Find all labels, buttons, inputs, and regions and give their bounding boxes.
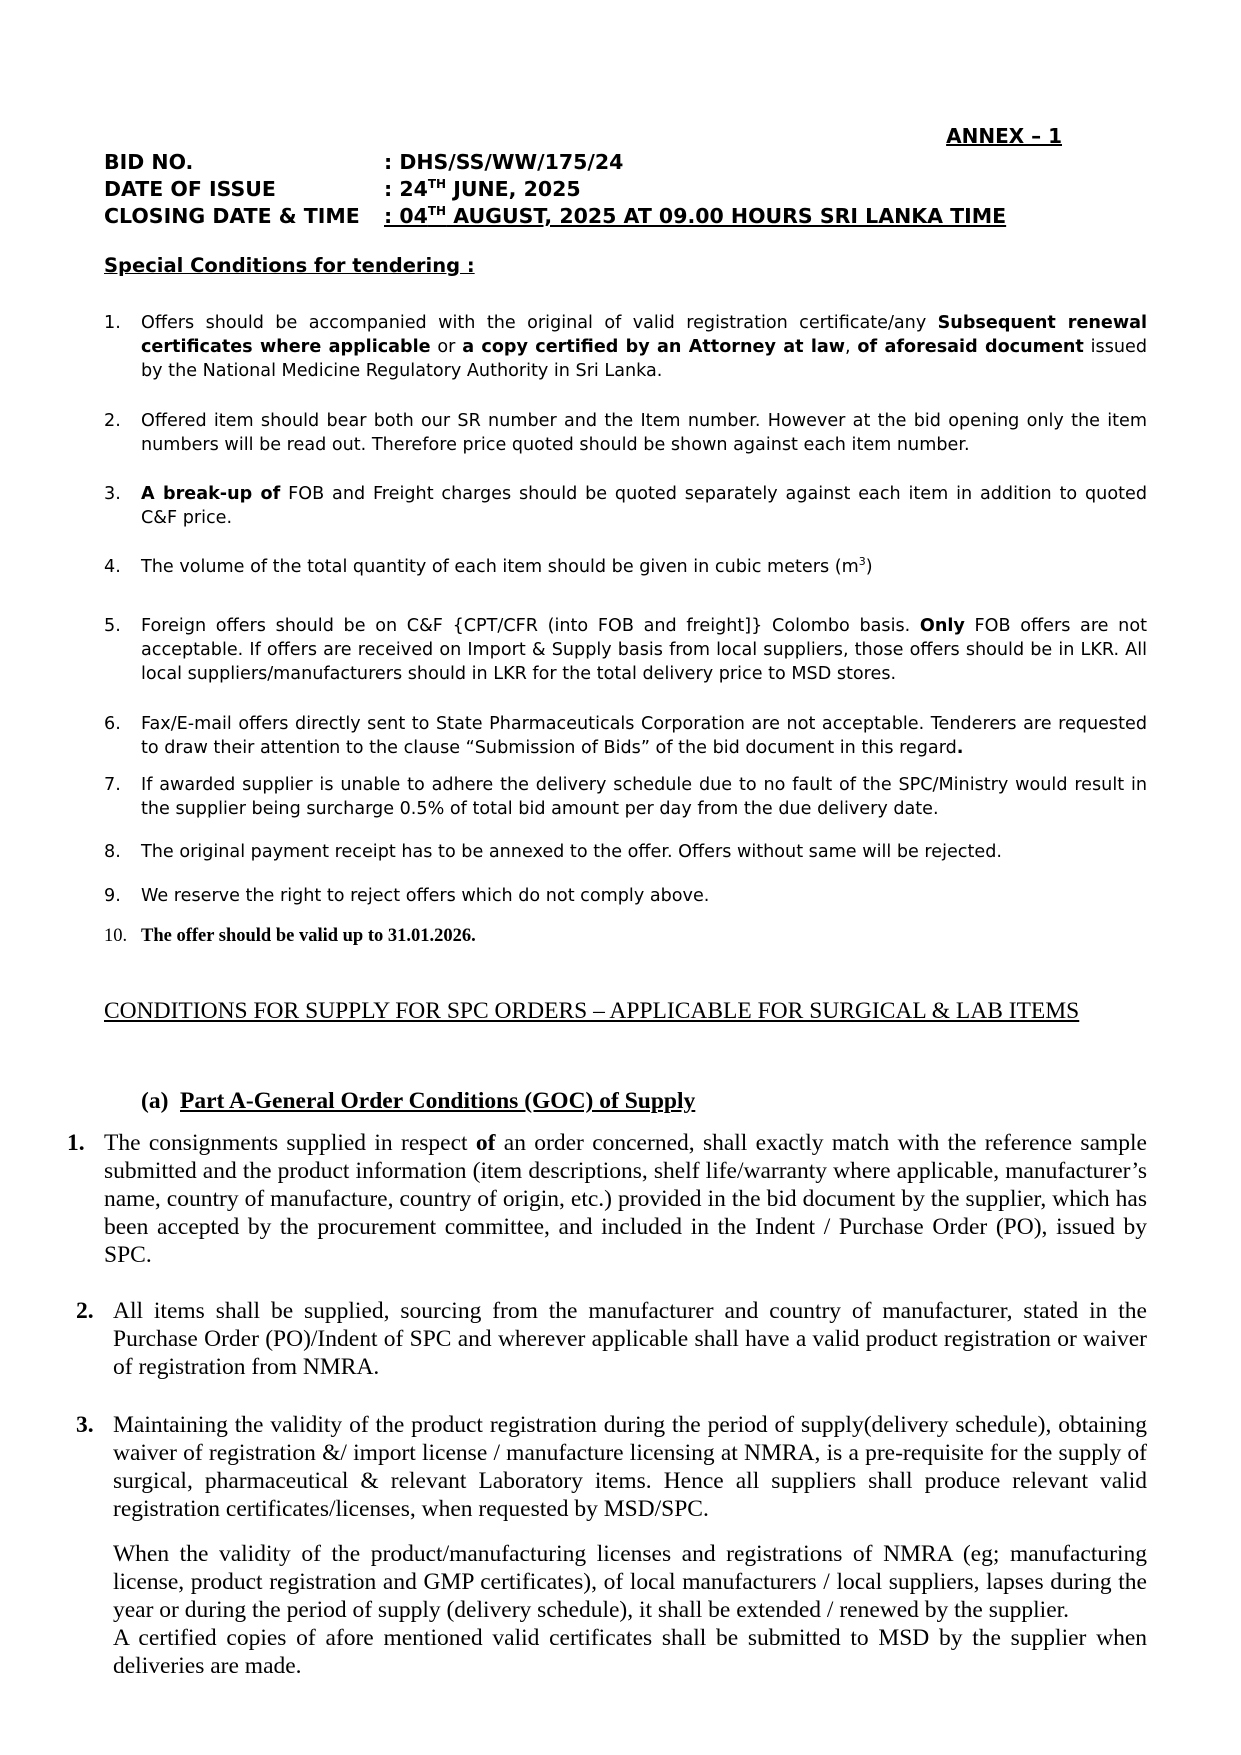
supply-conditions-title: CONDITIONS FOR SUPPLY FOR SPC ORDERS – APPLICABLE FOR SURGICAL & LAB ITEMS bbox=[104, 998, 1080, 1024]
supply-condition-item: 2. All items shall be supplied, sourcing from the manufacturer and country of manufacturer, stated in the Purchase Order (PO)/Indent of SPC and wherever applicable shall have a valid product registration or waiver of registration from NMRA. bbox=[76, 1298, 1147, 1380]
bid-no-value: : DHS/SS/WW/175/24 bbox=[384, 150, 624, 174]
date-of-issue-label: DATE OF ISSUE bbox=[104, 177, 276, 201]
special-conditions-title: Special Conditions for tendering : bbox=[104, 254, 475, 277]
date-of-issue-value: : 24TH JUNE, 2025 bbox=[384, 177, 581, 201]
special-condition-item: 6. Fax/E-mail offers directly sent to State Pharmaceuticals Corporation are not acceptable. Tenderers are requested to draw their attention to the clause “Submission of Bids” of the bid document in this regard. bbox=[104, 714, 1147, 758]
special-condition-item: 3. A break-up of FOB and Freight charges should be quoted separately against each item in addition to quoted C&F price. bbox=[104, 484, 1147, 528]
part-a-heading: (a) Part A-General Order Conditions (GOC) of Supply bbox=[141, 1088, 696, 1114]
special-condition-item: 10. The offer should be valid up to 31.01.2026. bbox=[104, 926, 476, 946]
closing-date-value: : 04TH AUGUST, 2025 AT 09.00 HOURS SRI LANKA TIME bbox=[384, 204, 1007, 228]
bid-no-row bbox=[104, 150, 623, 174]
special-condition-item: 9. We reserve the right to reject offers which do not comply above. bbox=[104, 886, 710, 906]
closing-date-label: CLOSING DATE & TIME bbox=[104, 204, 360, 228]
date-of-issue-row bbox=[104, 177, 581, 201]
special-condition-item: 7. If awarded supplier is unable to adhere the delivery schedule due to no fault of the SPC/Ministry would result in the supplier being surcharge 0.5% of total bid amount per day from the due delivery date. bbox=[104, 775, 1147, 819]
annex-label: ANNEX – 1 bbox=[946, 124, 1062, 148]
closing-date-row bbox=[104, 204, 1006, 228]
bid-no-label: BID NO. bbox=[104, 150, 194, 174]
supply-condition-paragraph: When the validity of the product/manufacturing licenses and registrations of NMRA (eg; manufacturing license, product registration and GMP certificates), of local manufacturers / local suppliers, lapses during the year or during the period of supply (delivery schedule), it shall be extended / renewed by the supplier. bbox=[113, 1541, 1147, 1623]
supply-condition-item: 3. Maintaining the validity of the product registration during the period of supply(delivery schedule), obtaining waiver of registration &/ import license / manufacture licensing at NMRA, is a pre-requisite for the supply of surgical, pharmaceutical & relevant Laboratory items. Hence all suppliers shall produce relevant valid registration certificates/licenses, when requested by MSD/SPC. When the validity of the product/manufacturing licenses and registrations of NMRA (eg; manufacturing license, product registration and GMP certificates), of local manufacturers / local suppliers, lapses during the year or during the period of supply (delivery schedule), it shall be extended / renewed by the supplier. A certified copies of afore mentioned valid certificates shall be submitted to MSD by the supplier when deliveries are made. bbox=[76, 1412, 1147, 1679]
special-condition-item: 8. The original payment receipt has to be annexed to the offer. Offers without same will be rejected. bbox=[104, 842, 1002, 862]
supply-condition-item: 1. The consignments supplied in respect of an order concerned, shall exactly match with the reference sample submitted and the product information (item descriptions, shelf life/warranty where applicable, manufacturer’s name, country of manufacture, country of origin, etc.) provided in the bid document by the supplier, which has been accepted by the procurement committee, and included in the Indent / Purchase Order (PO), issued by SPC. bbox=[67, 1130, 1147, 1268]
supply-condition-paragraph: A certified copies of afore mentioned valid certificates shall be submitted to MSD by the supplier when deliveries are made. bbox=[113, 1625, 1147, 1679]
special-condition-item: 1. Offers should be accompanied with the original of valid registration certificate/any Subsequent renewal certificates where applicable or a copy certified by an Attorney at law, of aforesaid document issued by the National Medicine Regulatory Authority in Sri Lanka. bbox=[104, 313, 1148, 381]
special-condition-item: 4. The volume of the total quantity of each item should be given in cubic meters $(m^3)$ bbox=[104, 555, 873, 577]
special-condition-item: 5. Foreign offers should be on C&F {CPT/CFR (into FOB and freight]} Colombo basis. Only FOB offers are not acceptable. If offers are received on Import & Supply basis from local suppliers, those offers should be in LKR. All local suppliers/manufacturers should in LKR for the total delivery price to MSD stores. bbox=[104, 616, 1147, 684]
special-condition-item: 2. Offered item should bear both our SR number and the Item number. However at the bid opening only the item numbers will be read out. Therefore price quoted should be shown against each item number. bbox=[104, 411, 1147, 455]
